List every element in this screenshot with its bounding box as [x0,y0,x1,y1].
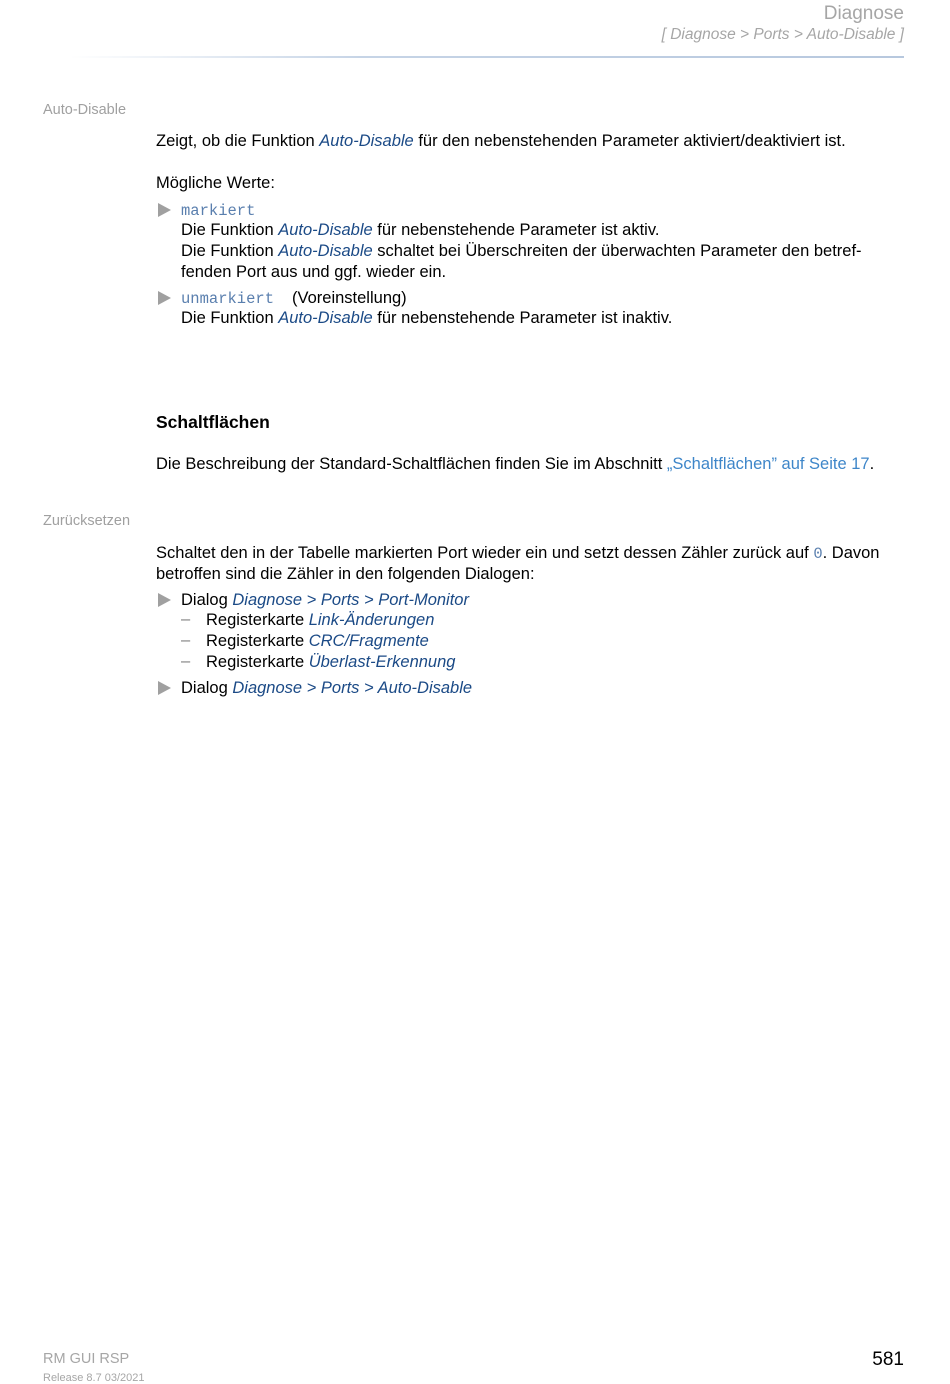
tab-item: Registerkarte Überlast-Erkennung [206,653,456,671]
bullet-arrow-icon [158,593,171,607]
tab-item: Registerkarte Link-Änderungen [206,611,435,629]
footer-document-name: RM GUI RSP [43,1351,130,1367]
value-description-line: fenden Port aus und ggf. wieder ein. [181,263,447,281]
bullet-arrow-icon [158,681,171,695]
buttons-description: Die Beschreibung der Standard-Schaltflächen finden Sie im Abschnitt „Schaltflächen” auf Seite 17. [156,455,875,473]
footer-release: Release 8.7 03/2021 [43,1372,145,1384]
margin-label-reset: Zurücksetzen [43,513,131,529]
dash-icon: – [181,631,191,649]
value-description-line: Die Funktion Auto-Disable schaltet bei Überschreiten der überwachten Parameter den betref- [181,242,862,260]
value-description-line: Die Funktion Auto-Disable für nebenstehende Parameter ist aktiv. [181,221,660,239]
header-title: Diagnose [823,3,904,24]
margin-label-auto-disable: Auto-Disable [43,102,127,118]
dialog-item: Dialog Diagnose > Ports > Port-Monitor [181,591,469,609]
dash-icon: – [181,652,191,670]
dialog-item: Dialog Diagnose > Ports > Auto-Disable [181,679,473,697]
reset-description: Schaltet den in der Tabelle markierten Port wieder ein und setzt dessen Zähler zurück auf 0. Davon [156,544,880,563]
dash-icon: – [181,610,191,628]
page-number: 581 [872,1349,904,1370]
bullet-arrow-icon [158,203,171,217]
auto-disable-intro: Zeigt, ob die Funktion Auto-Disable für den nebenstehenden Parameter aktiviert/deaktiviert ist. [156,132,846,150]
cross-reference-link[interactable]: „Schaltflächen” auf Seite 17 [666,455,870,473]
possible-values-heading: Mögliche Werte: [156,174,275,192]
value-description-line: Die Funktion Auto-Disable für nebenstehende Parameter ist inaktiv. [181,309,673,327]
section-heading-buttons: Schaltflächen [156,412,270,432]
tab-item: Registerkarte CRC/Fragmente [206,632,429,650]
header-divider [70,56,904,58]
reset-description-line2: betroffen sind die Zähler in den folgenden Dialogen: [156,565,535,583]
bullet-arrow-icon [158,291,171,305]
breadcrumb: [ Diagnose > Ports > Auto-Disable ] [661,26,904,43]
value-name-unmarkiert: unmarkiert (Voreinstellung) [181,289,407,308]
value-name-markiert: markiert [181,202,256,220]
